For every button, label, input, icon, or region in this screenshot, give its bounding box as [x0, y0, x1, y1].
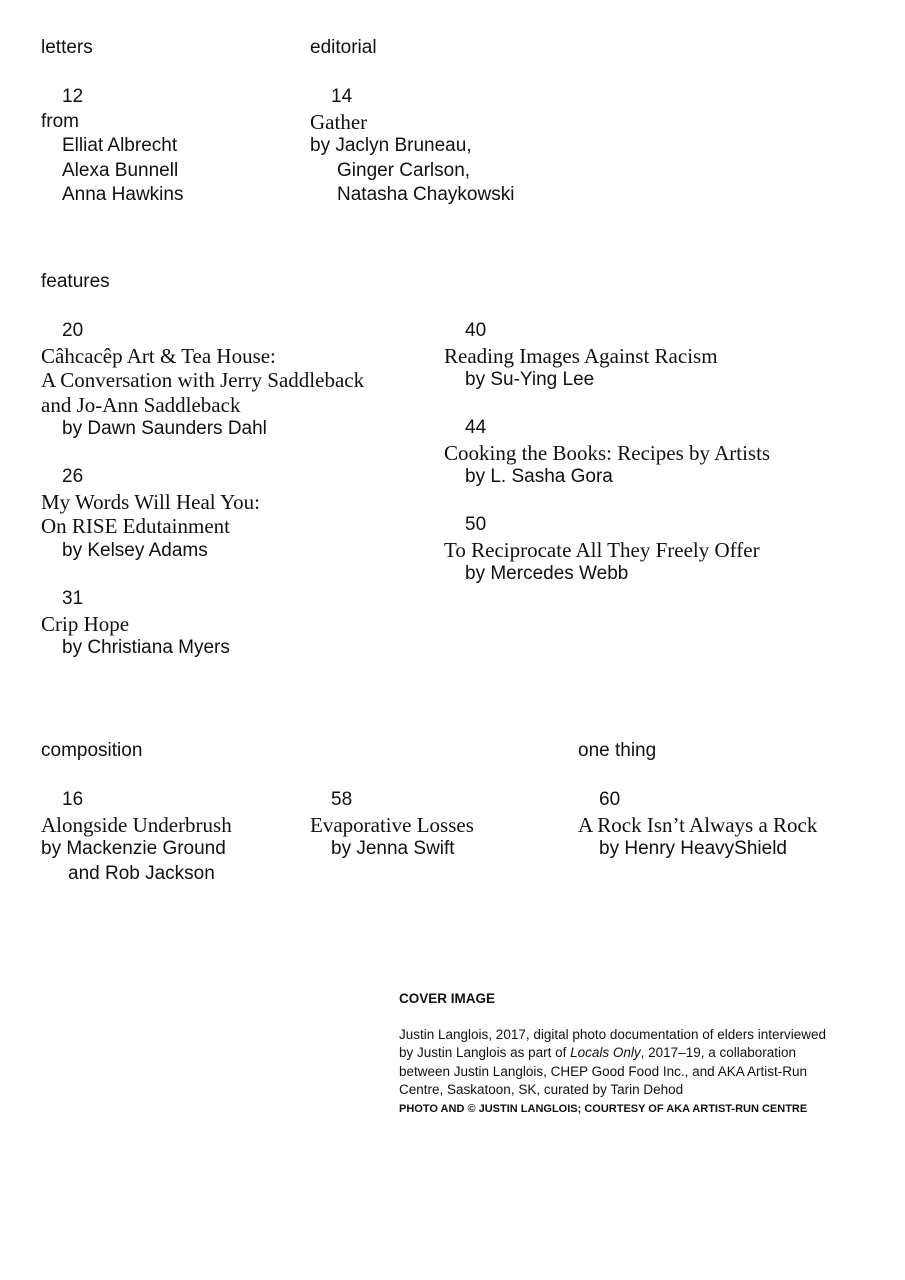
composition-entry[interactable] — [310, 788, 474, 862]
letters-author: Alexa Bunnell — [62, 159, 179, 181]
article-title: Alongside Underbrush — [41, 812, 232, 837]
byline: Ginger Carlson, — [337, 159, 471, 181]
section-label-composition: composition — [41, 740, 143, 761]
composition-entry[interactable] — [41, 788, 232, 886]
cover-image-heading: COVER IMAGE — [399, 991, 496, 1006]
article-title: My Words Will Heal You: On RISE Edutainment — [41, 489, 260, 538]
editorial-entry[interactable] — [310, 85, 514, 208]
article-title: Evaporative Losses — [310, 812, 474, 837]
letters-author: Elliat Albrecht — [62, 135, 178, 156]
article-title: Gather — [310, 109, 368, 134]
page-number: 14 — [331, 86, 353, 107]
byline: by Christiana Myers — [62, 637, 230, 658]
page-number: 40 — [465, 320, 487, 341]
cover-image-caption — [399, 990, 829, 1118]
feature-entry[interactable] — [41, 319, 364, 442]
letters-entry[interactable] — [41, 85, 183, 208]
article-title: Crip Hope — [41, 611, 130, 636]
page-number: 44 — [465, 417, 487, 438]
one-thing-entry[interactable] — [578, 788, 817, 862]
feature-entry[interactable] — [444, 513, 760, 587]
byline: by L. Sasha Gora — [465, 466, 613, 487]
byline: by Henry HeavyShield — [599, 838, 787, 859]
cover-image-work-title: Locals Only — [570, 1045, 641, 1061]
section-label-features: features — [41, 271, 110, 292]
byline: by Mackenzie Ground — [41, 838, 226, 859]
cover-image-credit: PHOTO AND © JUSTIN LANGLOIS; COURTESY OF AKA ARTIST-RUN CENTRE — [399, 1103, 808, 1116]
article-title: To Reciprocate All They Freely Offer — [444, 537, 760, 562]
page-number: 26 — [62, 466, 84, 487]
byline: by Mercedes Webb — [465, 563, 629, 584]
page-number: 58 — [331, 789, 353, 810]
byline: by Dawn Saunders Dahl — [62, 418, 267, 439]
feature-entry[interactable] — [444, 319, 718, 393]
page-number: 50 — [465, 514, 487, 535]
byline: by Kelsey Adams — [62, 539, 208, 561]
cover-image-description: Justin Langlois, 2017, digital photo documentation of elders interviewed by Justin Langlois as part of Locals Only, 2017–19, a collaboration between Justin Langlois, CHEP Good Food Inc., and AKA Artist-Run Centre, Saskatoon, SK, curated by Tarin Dehod — [399, 1027, 827, 1097]
page-number: 20 — [62, 320, 84, 341]
byline: by Su-Ying Lee — [465, 369, 595, 390]
page-number: 12 — [62, 86, 84, 107]
feature-entry[interactable] — [444, 416, 770, 490]
article-title: A Rock Isn’t Always a Rock — [578, 812, 818, 837]
feature-entry[interactable] — [41, 587, 230, 661]
byline: Natasha Chaykowski — [337, 184, 515, 205]
section-label-one-thing: one thing — [578, 740, 657, 761]
article-title: Câhcacêp Art & Tea House: A Conversation with Jerry Saddleback and Jo-Ann Saddleback — [41, 343, 365, 417]
letters-from-label: from — [41, 110, 79, 132]
section-label-letters: letters — [41, 37, 93, 58]
page-number: 16 — [62, 789, 84, 810]
page-number: 60 — [599, 789, 621, 810]
byline: by Jenna Swift — [331, 838, 455, 859]
article-title: Reading Images Against Racism — [444, 343, 718, 368]
letters-author: Anna Hawkins — [62, 184, 184, 205]
byline: by Jaclyn Bruneau, — [310, 135, 472, 156]
page-number: 31 — [62, 588, 84, 609]
article-title: Cooking the Books: Recipes by Artists — [444, 440, 771, 465]
feature-entry[interactable] — [41, 465, 260, 563]
section-label-editorial: editorial — [310, 37, 377, 58]
byline: and Rob Jackson — [68, 862, 215, 884]
